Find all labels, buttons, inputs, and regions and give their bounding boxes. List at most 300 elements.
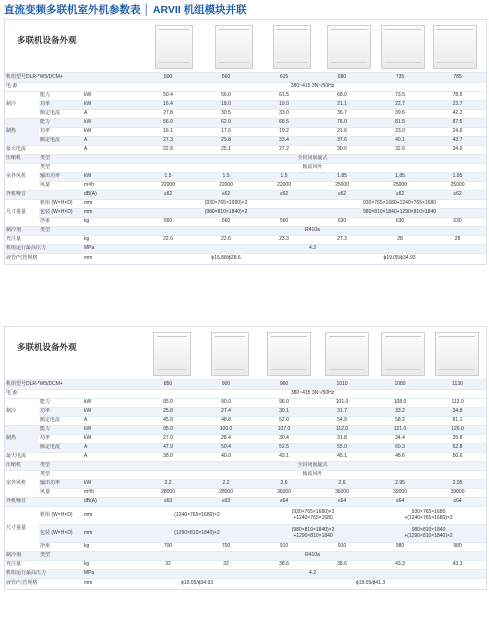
row-heat-capacity bbox=[5, 426, 486, 435]
value-cell: 25000 bbox=[313, 182, 371, 191]
row-airflow bbox=[5, 489, 486, 498]
max-pressure-value: 4.2 bbox=[139, 570, 486, 579]
value-cell: 47.9 bbox=[139, 444, 197, 453]
unit-label: mm bbox=[83, 507, 139, 525]
unit-image-680 bbox=[327, 25, 371, 69]
unit-label: mm bbox=[83, 579, 139, 589]
spec-section-2 bbox=[4, 326, 487, 590]
value-cell: 21.1 bbox=[313, 101, 371, 110]
value-cell: 50.6 bbox=[429, 453, 486, 462]
value-cell: 45.1 bbox=[313, 453, 371, 462]
value-cell: ≤62 bbox=[313, 191, 371, 200]
value-cell: 16.1 bbox=[139, 128, 197, 137]
value-cell: 100.0 bbox=[197, 426, 255, 435]
spec-table-2 bbox=[5, 379, 486, 589]
unit-image-1130 bbox=[435, 332, 479, 376]
pack-dims-c-line2: +(1290×810×1840)×2 bbox=[404, 532, 453, 539]
value-cell: 33.2 bbox=[371, 408, 429, 417]
unit-label: A bbox=[83, 110, 139, 119]
pipe-label: 液管/气管规格 bbox=[5, 579, 83, 589]
unit-dims-b: 930×765×1680+1240×765×1680 bbox=[313, 200, 486, 209]
value-cell: 38.6 bbox=[255, 561, 313, 570]
refrigerant-value: R410a bbox=[139, 552, 486, 561]
unit-label: kW bbox=[83, 101, 139, 110]
value-cell: 112.0 bbox=[313, 426, 371, 435]
row-fan-type bbox=[5, 471, 486, 480]
outdoor-fan-label: 室外风机 bbox=[5, 471, 39, 498]
unit-label: A bbox=[83, 417, 139, 426]
row-heat-current bbox=[5, 444, 486, 453]
unit-label: A bbox=[83, 453, 139, 462]
spec-table-1 bbox=[5, 72, 486, 264]
power-supply-value: 380~415 3N~/50Hz bbox=[139, 83, 486, 92]
pipe-a: ϕ19.05/ϕ34.93 bbox=[139, 579, 255, 589]
value-cell: 30.1 bbox=[255, 408, 313, 417]
unit-image-615 bbox=[273, 25, 311, 69]
value-cell: ≤62 bbox=[197, 191, 255, 200]
value-cell: ≤63 bbox=[197, 498, 255, 507]
page-title: 直流变频多联机室外机参数表 │ ARVII 机组模块并联 bbox=[4, 4, 247, 16]
model-cell: 960 bbox=[255, 380, 313, 390]
unit-label: kg bbox=[83, 218, 139, 227]
row-fan-output bbox=[5, 480, 486, 489]
value-cell: 61.1 bbox=[429, 417, 486, 426]
output-power-label: 输出功率 bbox=[39, 173, 83, 182]
unit-label: mm bbox=[83, 200, 139, 209]
unit-label: mm bbox=[83, 254, 139, 264]
value-cell: 40.1 bbox=[371, 137, 429, 146]
value-cell: 1.85 bbox=[371, 173, 429, 182]
value-cell: 68.5 bbox=[255, 119, 313, 128]
value-cell: 21.6 bbox=[313, 128, 371, 137]
row-fan-output bbox=[5, 173, 486, 182]
value-cell: 43.3 bbox=[429, 561, 486, 570]
row-noise bbox=[5, 191, 486, 200]
value-cell: 58.2 bbox=[371, 417, 429, 426]
row-max-pressure bbox=[5, 570, 486, 579]
unit-label: kW bbox=[83, 435, 139, 444]
value-cell: 30.5 bbox=[197, 110, 255, 119]
section-2-head bbox=[5, 327, 486, 379]
value-cell: 23.0 bbox=[371, 128, 429, 137]
unit-dims-c-line2: +(1240×765×1680)×2 bbox=[404, 514, 453, 521]
value-cell: 980 bbox=[429, 543, 486, 552]
value-cell: 29.8 bbox=[197, 137, 255, 146]
row-compressor bbox=[5, 155, 486, 164]
value-cell: 33.4 bbox=[255, 137, 313, 146]
value-cell: 2.2 bbox=[197, 480, 255, 489]
value-cell: 121.0 bbox=[371, 426, 429, 435]
cooling-label: 制冷 bbox=[5, 399, 39, 426]
capacity-label: 能力 bbox=[39, 92, 83, 101]
net-weight-label: 净重 bbox=[39, 543, 83, 552]
unit-image-785 bbox=[433, 25, 477, 69]
value-cell: 39000 bbox=[429, 489, 486, 498]
max-current-label: 最大电流 bbox=[5, 146, 83, 155]
row-charge bbox=[5, 236, 486, 245]
value-cell: 16.4 bbox=[139, 101, 197, 110]
rated-current-label: 额定电流 bbox=[39, 110, 83, 119]
value-cell: 18.0 bbox=[197, 101, 255, 110]
value-cell: 22000 bbox=[255, 182, 313, 191]
unit-label: kg bbox=[83, 543, 139, 552]
capacity-label: 能力 bbox=[39, 426, 83, 435]
heating-label: 制热 bbox=[5, 119, 39, 146]
value-cell: 700 bbox=[139, 543, 197, 552]
row-model bbox=[5, 73, 486, 83]
row-cool-power bbox=[5, 101, 486, 110]
unit-label: dB(A) bbox=[83, 191, 139, 200]
unit-dims-label: 机组 (W×H×D) bbox=[39, 200, 83, 209]
rated-current-label: 额定电流 bbox=[39, 417, 83, 426]
value-cell: 1.5 bbox=[255, 173, 313, 182]
value-cell: 25000 bbox=[371, 182, 429, 191]
value-cell: ≤64 bbox=[371, 498, 429, 507]
row-fan-type bbox=[5, 164, 486, 173]
value-cell: ≤62 bbox=[371, 191, 429, 200]
row-unit-dims bbox=[5, 507, 486, 525]
value-cell: ≤64 bbox=[313, 498, 371, 507]
compressor-label: 压缩机 bbox=[5, 462, 39, 471]
value-cell: 910 bbox=[255, 543, 313, 552]
value-cell: ≤62 bbox=[139, 191, 197, 200]
model-cell: 785 bbox=[429, 73, 486, 83]
unit-dims-a: (930×765×1680)×2 bbox=[139, 200, 313, 209]
value-cell: 23.7 bbox=[429, 101, 486, 110]
unit-label: kW bbox=[83, 426, 139, 435]
value-cell: 980 bbox=[371, 543, 429, 552]
value-cell: ≤62 bbox=[429, 191, 486, 200]
model-cell: 560 bbox=[197, 73, 255, 83]
unit-dims-c-line1: 930×765×1680 bbox=[411, 509, 446, 516]
value-cell: 28.4 bbox=[197, 435, 255, 444]
row-unit-dims bbox=[5, 200, 486, 209]
compressor-type: 全封闭涡旋式 bbox=[139, 155, 486, 164]
value-cell: 54.9 bbox=[313, 417, 371, 426]
value-cell: 43.3 bbox=[371, 561, 429, 570]
value-cell: 43.1 bbox=[255, 453, 313, 462]
value-cell: 25.8 bbox=[139, 408, 197, 417]
value-cell: 22.7 bbox=[371, 101, 429, 110]
model-cell: 1010 bbox=[313, 380, 371, 390]
airflow-label: 风量 bbox=[39, 489, 83, 498]
value-cell: 81.5 bbox=[371, 119, 429, 128]
capacity-label: 能力 bbox=[39, 399, 83, 408]
unit-label: A bbox=[83, 444, 139, 453]
unit-label: kW bbox=[83, 119, 139, 128]
unit-image-900 bbox=[211, 332, 249, 376]
model-cell: 850 bbox=[139, 380, 197, 390]
row-noise bbox=[5, 498, 486, 507]
pack-dims-label: 包装 (W×H×D) bbox=[39, 209, 83, 218]
value-cell: 27.3 bbox=[313, 236, 371, 245]
row-cool-current bbox=[5, 417, 486, 426]
value-cell: 52.0 bbox=[255, 417, 313, 426]
row-power-supply bbox=[5, 83, 486, 92]
row-heat-power bbox=[5, 435, 486, 444]
value-cell: 76.0 bbox=[313, 119, 371, 128]
pack-dims-a: (1290×810×1840)×2 bbox=[139, 525, 255, 543]
value-cell: 95.0 bbox=[139, 426, 197, 435]
unit-label: mm bbox=[83, 209, 139, 218]
value-cell: 39000 bbox=[371, 489, 429, 498]
power-supply-value: 380~415 3N~/50Hz bbox=[139, 390, 486, 399]
unit-label: kW bbox=[83, 408, 139, 417]
model-cell: 1130 bbox=[429, 380, 486, 390]
unit-dims-label: 机组 (W×H×D) bbox=[39, 507, 83, 525]
pack-dims-c bbox=[371, 525, 486, 543]
row-cool-current bbox=[5, 110, 486, 119]
model-cell: 680 bbox=[313, 73, 371, 83]
value-cell: ≤64 bbox=[429, 498, 486, 507]
value-cell: 61.5 bbox=[255, 92, 313, 101]
value-cell: 560 bbox=[139, 218, 197, 227]
value-cell: 73.5 bbox=[371, 92, 429, 101]
compressor-label: 压缩机 bbox=[5, 155, 39, 164]
value-cell: 60.3 bbox=[371, 444, 429, 453]
value-cell: 630 bbox=[371, 218, 429, 227]
value-cell: 27.4 bbox=[197, 408, 255, 417]
row-net-weight bbox=[5, 218, 486, 227]
power-label: 功率 bbox=[39, 101, 83, 110]
row-refrigerant bbox=[5, 552, 486, 561]
value-cell: 108.0 bbox=[371, 399, 429, 408]
value-cell: 27.8 bbox=[139, 110, 197, 119]
value-cell: 32 bbox=[197, 561, 255, 570]
unit-dims-b-line1: (930×765×1680)×2 bbox=[291, 509, 335, 516]
unit-label: dB(A) bbox=[83, 498, 139, 507]
unit-label: kW bbox=[83, 128, 139, 137]
value-cell: 28000 bbox=[139, 489, 197, 498]
value-cell: 17.6 bbox=[197, 128, 255, 137]
value-cell: 2.6 bbox=[313, 480, 371, 489]
value-cell: 22.6 bbox=[197, 236, 255, 245]
pack-dims-b-line1: (980×810×1840)×2 bbox=[291, 527, 335, 534]
value-cell: 25000 bbox=[429, 182, 486, 191]
noise-label: 外机噪音 bbox=[5, 498, 83, 507]
pipe-label: 液管/气管规格 bbox=[5, 254, 83, 264]
row-pipe bbox=[5, 579, 486, 589]
value-cell: 30.6 bbox=[313, 146, 371, 155]
value-cell: 52.5 bbox=[255, 444, 313, 453]
model-cell: 1080 bbox=[371, 380, 429, 390]
type-label: 类型 bbox=[39, 164, 83, 173]
unit-dims-a: (1240×765×1680)×2 bbox=[139, 507, 255, 525]
value-cell: 36000 bbox=[255, 489, 313, 498]
value-cell: 1.5 bbox=[139, 173, 197, 182]
fan-type: 轴流风叶 bbox=[139, 471, 486, 480]
value-cell: 96.0 bbox=[255, 399, 313, 408]
value-cell: 1.85 bbox=[429, 173, 486, 182]
unit-image-1080 bbox=[381, 332, 425, 376]
value-cell: 560 bbox=[197, 218, 255, 227]
dimensions-label: 尺寸重量 bbox=[5, 200, 39, 227]
unit-dims-b bbox=[255, 507, 371, 525]
pipe-b: ϕ19.05/ϕ34.93 bbox=[313, 254, 486, 264]
unit-image-1010 bbox=[325, 332, 369, 376]
unit-dims-b-line2: +1240×765×1680 bbox=[293, 514, 333, 521]
pack-dims-b: 980×810×1840+1290×810×1840 bbox=[313, 209, 486, 218]
power-label: 功率 bbox=[39, 128, 83, 137]
value-cell: 37.6 bbox=[313, 137, 371, 146]
value-cell: 28 bbox=[429, 236, 486, 245]
value-cell: 700 bbox=[197, 543, 255, 552]
value-cell: 36.7 bbox=[313, 110, 371, 119]
type-label: 类型 bbox=[39, 552, 83, 561]
model-cell: 615 bbox=[255, 73, 313, 83]
row-cool-capacity bbox=[5, 92, 486, 101]
model-cell: 900 bbox=[197, 380, 255, 390]
value-cell: 31.8 bbox=[313, 435, 371, 444]
unit-label: A bbox=[83, 137, 139, 146]
row-refrigerant bbox=[5, 227, 486, 236]
value-cell: 22.8 bbox=[139, 146, 197, 155]
unit-image-500 bbox=[155, 25, 193, 69]
value-cell: 62.0 bbox=[197, 119, 255, 128]
capacity-label: 能力 bbox=[39, 119, 83, 128]
row-charge bbox=[5, 561, 486, 570]
noise-label: 外机噪音 bbox=[5, 191, 83, 200]
value-cell: 56.0 bbox=[197, 92, 255, 101]
value-cell: 25.1 bbox=[197, 146, 255, 155]
refrigerant-label: 制冷剂 bbox=[5, 552, 39, 561]
row-airflow bbox=[5, 182, 486, 191]
value-cell: 1.85 bbox=[313, 173, 371, 182]
power-label: 功率 bbox=[39, 435, 83, 444]
row-heat-capacity bbox=[5, 119, 486, 128]
value-cell: 27.2 bbox=[255, 146, 313, 155]
value-cell: 107.0 bbox=[255, 426, 313, 435]
unit-image-560 bbox=[215, 25, 253, 69]
unit-label: kg bbox=[83, 561, 139, 570]
pipe-a: ϕ15.88/ϕ28.6 bbox=[139, 254, 313, 264]
unit-label: kW bbox=[83, 173, 139, 182]
value-cell: 45.9 bbox=[139, 417, 197, 426]
value-cell: 22000 bbox=[197, 182, 255, 191]
outdoor-fan-label: 室外风机 bbox=[5, 164, 39, 191]
max-pressure-label: 机组运行最高压力 bbox=[5, 245, 83, 254]
value-cell: 50.4 bbox=[139, 92, 197, 101]
value-cell: 78.5 bbox=[429, 92, 486, 101]
value-cell: 1.5 bbox=[197, 173, 255, 182]
charge-label: 充注量 bbox=[5, 561, 83, 570]
pack-dims-label: 包装 (W×H×D) bbox=[39, 525, 83, 543]
row-heat-power bbox=[5, 128, 486, 137]
row-max-current bbox=[5, 453, 486, 462]
power-label: 功率 bbox=[39, 408, 83, 417]
value-cell: 42.2 bbox=[429, 110, 486, 119]
max-current-label: 最大电流 bbox=[5, 453, 83, 462]
value-cell: 2.2 bbox=[139, 480, 197, 489]
refrigerant-value: R410a bbox=[139, 227, 486, 236]
value-cell: 43.7 bbox=[429, 137, 486, 146]
output-power-label: 输出功率 bbox=[39, 480, 83, 489]
section-1-head bbox=[5, 20, 486, 72]
value-cell: 35.8 bbox=[429, 435, 486, 444]
row-pack-dims bbox=[5, 209, 486, 218]
value-cell: 55.0 bbox=[313, 444, 371, 453]
row-power-supply bbox=[5, 390, 486, 399]
max-pressure-label: 机组运行最高压力 bbox=[5, 570, 83, 579]
value-cell: 32.6 bbox=[371, 146, 429, 155]
heating-label: 制热 bbox=[5, 426, 39, 453]
unit-dims-c bbox=[371, 507, 486, 525]
value-cell: 33.0 bbox=[255, 110, 313, 119]
value-cell: 27.0 bbox=[139, 435, 197, 444]
spec-section-1 bbox=[4, 19, 487, 265]
rated-current-label: 额定电流 bbox=[39, 444, 83, 453]
value-cell: 24.6 bbox=[429, 128, 486, 137]
value-cell: ≤64 bbox=[255, 498, 313, 507]
value-cell: 32 bbox=[139, 561, 197, 570]
value-cell: 630 bbox=[429, 218, 486, 227]
unit-label: MPa bbox=[83, 570, 139, 579]
pack-dims-b-line2: +1290×810×1840 bbox=[293, 532, 333, 539]
value-cell: 48.6 bbox=[371, 453, 429, 462]
value-cell: 113.0 bbox=[429, 399, 486, 408]
power-supply-label: 电 源 bbox=[5, 83, 139, 92]
row-model bbox=[5, 380, 486, 390]
dimensions-label: 尺寸重量 bbox=[5, 507, 39, 552]
unit-label: kW bbox=[83, 92, 139, 101]
unit-label: m³/h bbox=[83, 182, 139, 191]
value-cell: 23.3 bbox=[255, 236, 313, 245]
unit-label: kg bbox=[83, 236, 139, 245]
max-pressure-value: 4.2 bbox=[139, 245, 486, 254]
model-cell: 500 bbox=[139, 73, 197, 83]
compressor-type: 全封闭涡旋式 bbox=[139, 462, 486, 471]
value-cell: 2.95 bbox=[371, 480, 429, 489]
pack-dims-a: (980×810×1840)×2 bbox=[139, 209, 313, 218]
value-cell: 28000 bbox=[197, 489, 255, 498]
model-label: 机组型号DLR-*W5/DCM+ bbox=[5, 73, 139, 83]
value-cell: 2.6 bbox=[255, 480, 313, 489]
value-cell: 101.0 bbox=[313, 399, 371, 408]
model-cell: 735 bbox=[371, 73, 429, 83]
type-label: 类型 bbox=[39, 155, 83, 164]
type-label: 类型 bbox=[39, 462, 83, 471]
unit-image-735 bbox=[381, 25, 425, 69]
net-weight-label: 净重 bbox=[39, 218, 83, 227]
value-cell: 38.0 bbox=[139, 453, 197, 462]
value-cell: 34.6 bbox=[429, 146, 486, 155]
rated-current-label: 额定电流 bbox=[39, 137, 83, 146]
unit-label: m³/h bbox=[83, 489, 139, 498]
row-max-current bbox=[5, 146, 486, 155]
value-cell: 560 bbox=[255, 218, 313, 227]
type-label: 类型 bbox=[39, 227, 83, 236]
value-cell: 19.0 bbox=[255, 101, 313, 110]
unit-label: MPa bbox=[83, 245, 139, 254]
value-cell: ≤63 bbox=[139, 498, 197, 507]
value-cell: 56.0 bbox=[139, 119, 197, 128]
pack-dims-b bbox=[255, 525, 371, 543]
value-cell: 40.0 bbox=[197, 453, 255, 462]
unit-image-960 bbox=[267, 332, 311, 376]
section-2-title: 多联机设备外观 bbox=[17, 342, 77, 352]
value-cell: 62.8 bbox=[429, 444, 486, 453]
row-net-weight bbox=[5, 543, 486, 552]
value-cell: 85.0 bbox=[139, 399, 197, 408]
unit-label: kW bbox=[83, 399, 139, 408]
value-cell: 68.0 bbox=[313, 92, 371, 101]
unit-label: A bbox=[83, 146, 139, 155]
value-cell: 28 bbox=[371, 236, 429, 245]
value-cell: 126.0 bbox=[429, 426, 486, 435]
value-cell: 38.6 bbox=[313, 561, 371, 570]
charge-label: 充注量 bbox=[5, 236, 83, 245]
row-compressor bbox=[5, 462, 486, 471]
